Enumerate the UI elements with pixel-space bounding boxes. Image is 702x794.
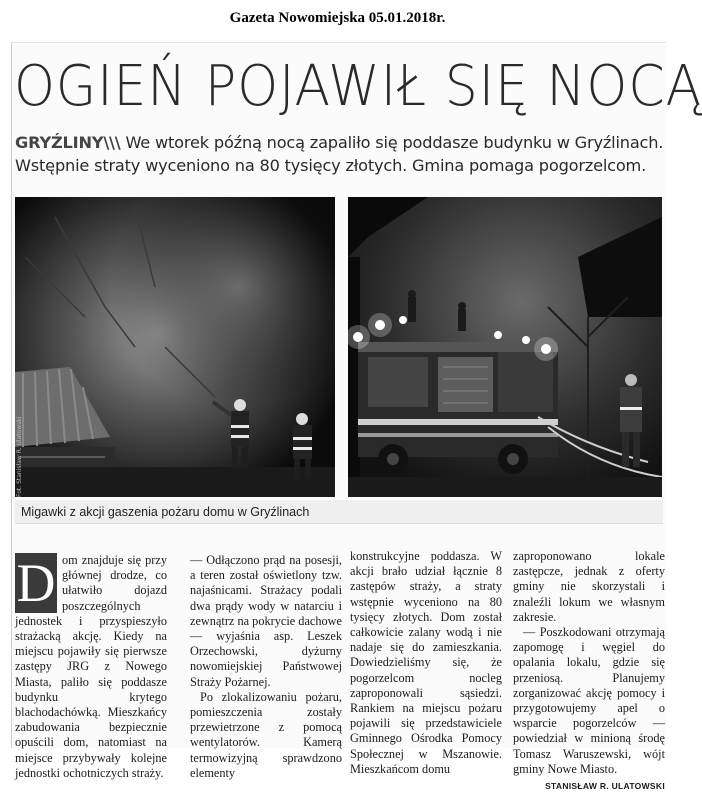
article-column-2	[190, 553, 342, 781]
article-headline: OGIEŃ POJAWIŁ SIĘ NOCĄ	[14, 54, 702, 119]
article-lead	[15, 131, 665, 177]
lead-line-2: Wstępnie straty wyceniono na 80 tysięcy złotych. Gmina pomaga pogorzelcom.	[15, 156, 647, 175]
photo-firefighters-smoke	[15, 197, 335, 497]
drop-cap: D	[16, 553, 56, 613]
newspaper-masthead: Gazeta Nowomiejska 05.01.2018r.	[229, 10, 446, 26]
article-column-1	[15, 553, 167, 781]
article-column-4	[513, 549, 665, 794]
paragraph: om znajduje się przy głównej drodze, co ułatwiło dojazd poszczególnych jednostek i przyspieszyło strażacką akcję. Kiedy na miejscu pojawiły się pierwsze zastępy JRG z Nowego Miasta, paliło się poddasze budynku krytego blachodachówką. Mieszkańcy zabudowania bezpiecznie opuścili dom, natomiast na miejsce przybywały kolejne jednostki ochotniczych straży.	[15, 553, 167, 780]
photo-caption: Migawki z akcji gaszenia pożaru domu w Gryźlinach	[15, 500, 663, 524]
article-column-3	[350, 549, 502, 777]
paragraph: Po zlokalizowaniu pożaru, pomieszczenia zostały przewietrzone z pomocą wentylatorów. Kamerą termowizyjną sprawdzono elementy	[190, 689, 342, 780]
paragraph: zaproponowano lokale zastępcze, jednak z oferty gminy nie skorzystali i znaleźli lokum we własnym zakresie.	[513, 549, 665, 624]
paragraph: — Odłączono prąd na posesji, a teren został oświetlony tzw. najaśnicami. Strażacy podali dwa prądy wody w natarciu i zewnątrz na pokrycie dachowe — wyjaśnia asp. Leszek Orzechowski, dyżurny nowomiejskiej Państwowej Straży Pożarnej.	[190, 553, 342, 689]
paragraph: konstrukcyjne poddasza. W akcji brało udział łącznie 8 zastępów straży, a straty wstępnie wyceniono na 80 tysięcy złotych. Dom został całkowicie zalany wodą i nie nadaje się do zamieszkania. Dowiedzieliśmy się, że pogorzelcom nocleg zaproponowali sąsiedzi. Rankiem na miejscu pożaru pojawili się przedstawiciele Gminnego Ośrodka Pomocy Społecznej w Mszanowie. Mieszkańcom domu	[350, 549, 502, 776]
lead-place: GRYŹLINY	[15, 133, 104, 152]
article-author: STANISŁAW R. ULATOWSKI	[545, 781, 665, 792]
paragraph: — Poszkodowani otrzymają zapomogę i węgiel do opalania lokalu, gdzie się przeniosą. Planujemy zorganizować akcję pomocy i przygotowujemy apel o wsparcie pogorzelców — powiedział w minioną środę Tomasz Waruszewski, wójt gminy Nowe Miasto.	[513, 625, 665, 776]
lead-line-1: We wtorek późną nocą zapaliło się poddasze budynku w Gryźlinach.	[125, 133, 664, 152]
photo-fire-truck	[348, 197, 662, 497]
photo-credit: Fot. Stanisław R. Ulatowski	[16, 416, 23, 497]
lead-separator: \\\	[103, 133, 121, 152]
